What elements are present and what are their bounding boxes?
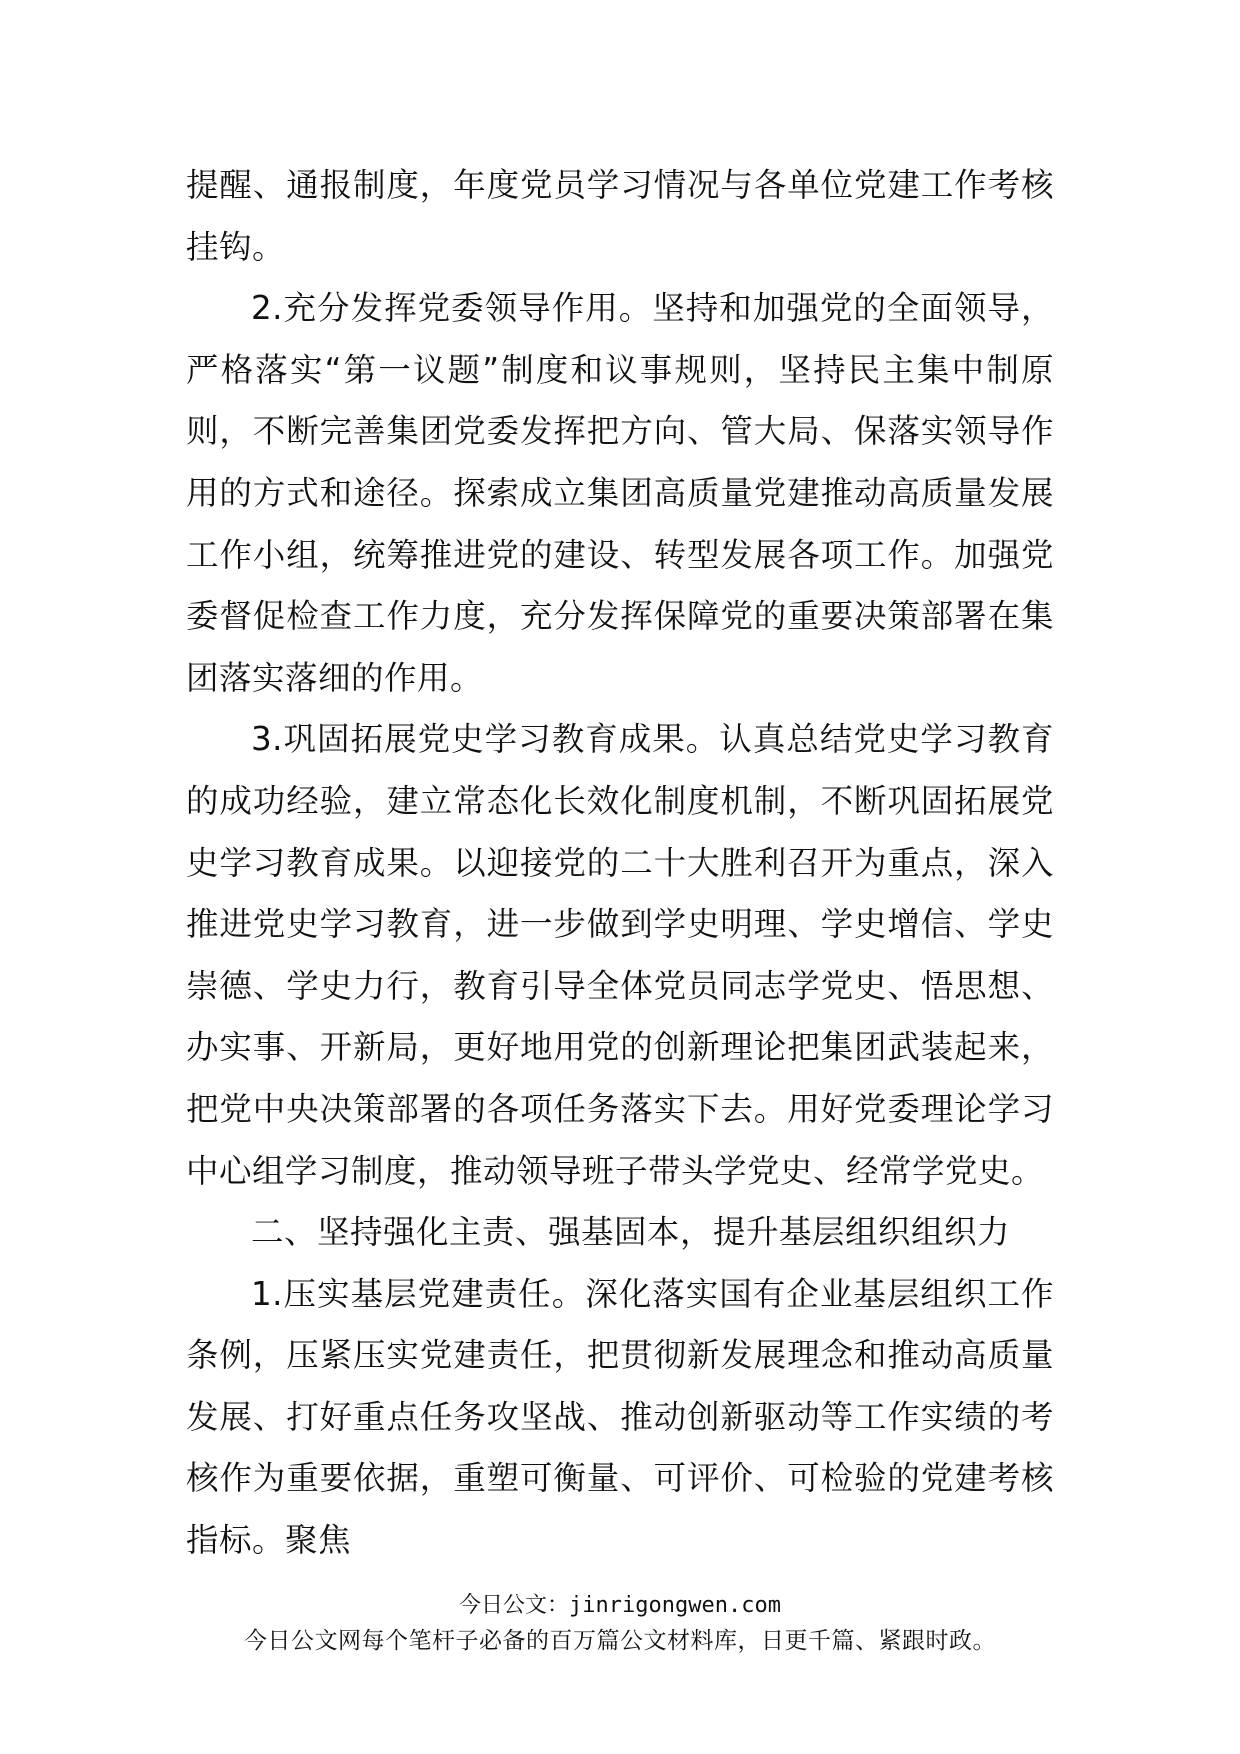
footer-site-link[interactable]: 今日公文：jinrigongwen.com — [459, 1593, 781, 1618]
footer-slogan: 今日公文网每个笔杆子必备的百万篇公文材料库，日更千篇、紧跟时政。 — [244, 1628, 996, 1654]
section-heading-2: 二、坚持强化主责、强基固本，提升基层组织组织力 — [251, 1213, 1011, 1252]
paragraph-1: 提醒、通报制度，年度党员学习情况与各单位党建工作考核挂钩。 — [186, 166, 1054, 266]
paragraph-2: 2.充分发挥党委领导作用。坚持和加强党的全面领导，严格落实“第一议题”制度和议事规则，坚持民主集中制原则，不断完善集团党委发挥把方向、管大局、保落实领导作用的方式和途径。探索成立集团高质量党建推动高质量发展工作小组，统筹推进党的建设、转型发展各项工作。加强党委督促检查工作力度，充分发挥保障党的重要决策部署在集团落实落细的作用。 — [186, 289, 1054, 697]
paragraph-3: 3.巩固拓展党史学习教育成果。认真总结党史学习教育的成功经验，建立常态化长效化制度机制，不断巩固拓展党史学习教育成果。以迎接党的二十大胜利召开为重点，深入推进党史学习教育，进一步做到学史明理、学史增信、学史崇德、学史力行，教育引导全体党员同志学党史、悟思想、办实事、开新局，更好地用党的创新理论把集团武装起来，把党中央决策部署的各项任务落实下去。用好党委理论学习中心组学习制度，推动领导班子带头学党史、经常学党史。 — [186, 720, 1054, 1190]
document-body — [186, 155, 1054, 1572]
paragraph-4: 1.压实基层党建责任。深化落实国有企业基层组织工作条例，压紧压实党建责任，把贯彻新发展理念和推动高质量发展、打好重点任务攻坚战、推动创新驱动等工作实绩的考核作为重要依据，重塑可衡量、可评价、可检验的党建考核指标。聚焦 — [186, 1274, 1054, 1560]
